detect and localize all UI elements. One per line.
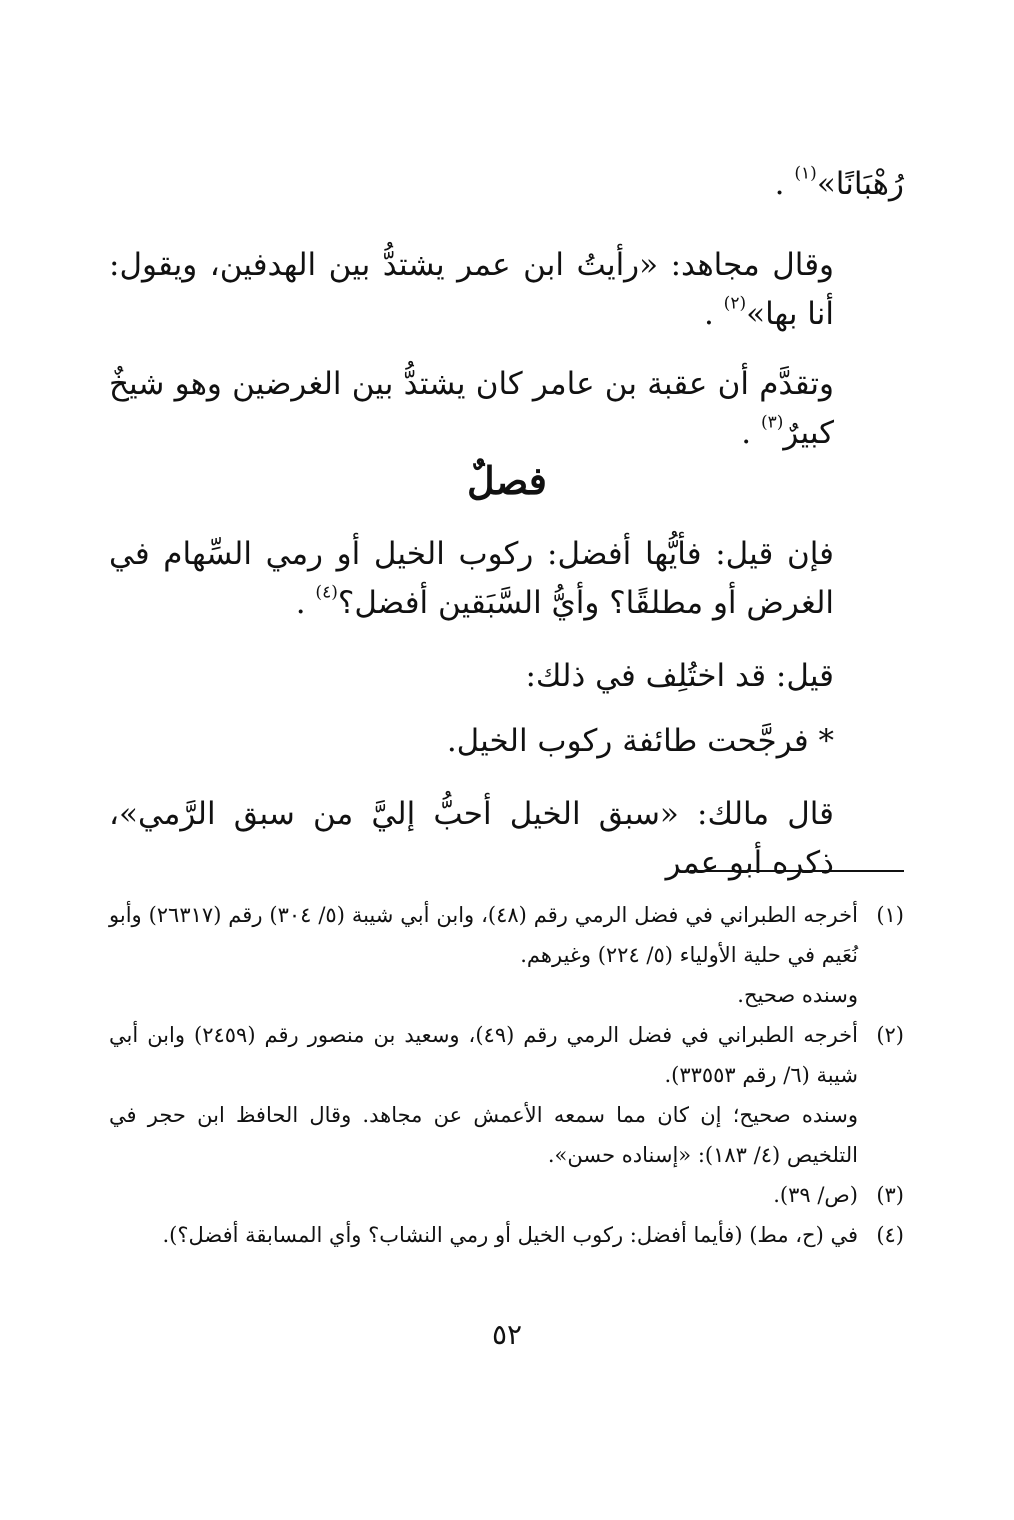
punctuation: .: [741, 415, 761, 451]
paragraph-uqba: [109, 360, 904, 458]
page-number: ٥٢: [491, 1318, 523, 1351]
footnote-ref-2[interactable]: (٢): [723, 293, 747, 314]
paragraph-text: وتقدَّم أن عقبة بن عامر كان يشتدُّ بين الغرضين وهو شيخٌ كبيرٌ: [109, 366, 834, 451]
footnote-text: أخرجه الطبراني في فضل الرمي رقم (٤٩)، وسعيد بن منصور رقم (٢٤٥٩) وابن أبي شيبة (٦/ رقم ٣٣٥٥٣).: [109, 1023, 858, 1087]
footnote-text: أخرجه الطبراني في فضل الرمي رقم (٤٨)، وابن أبي شيبة (٥/ ٣٠٤) رقم (٢٦٣١٧) وأبو نُعَيم في حلية الأولياء (٥/ ٢٢٤) وغيرهم.: [109, 903, 858, 967]
footnote-3: [109, 1175, 904, 1215]
paragraph-continuation: [109, 160, 904, 209]
section-heading: فصلٌ: [467, 458, 547, 503]
paragraph-question: [109, 530, 904, 628]
footnote-note: وسنده صحيح؛ إن كان مما سمعه الأعمش عن مجاهد. وقال الحافظ ابن حجر في التلخيص (٤/ ١٨٣): «إسناده حسن».: [109, 1103, 858, 1167]
footnote-ref-3[interactable]: (٣): [760, 412, 784, 433]
footnote-note: وسنده صحيح.: [737, 983, 858, 1007]
footnotes: [109, 895, 904, 1255]
footnote-text: (ص/ ٣٩).: [773, 1183, 858, 1207]
footnote-number: (٤): [876, 1223, 904, 1247]
paragraph-text: وقال مجاهد: «رأيتُ ابن عمر يشتدُّ بين الهدفين، ويقول: أنا بها»: [109, 247, 834, 332]
paragraph-text: رُهْبَانًا»: [816, 166, 904, 202]
paragraph-mujahid: [109, 241, 904, 339]
footnote-2: [109, 1015, 904, 1095]
footnote-ref-4[interactable]: (٤): [315, 582, 338, 603]
paragraph-text: فإن قيل: فأيُّها أفضل: ركوب الخيل أو رمي السِّهام في الغرض أو مطلقًا؟ وأيُّ السَّبَقين أفضل؟: [109, 536, 834, 621]
footnote-number: (٣): [876, 1183, 904, 1207]
footnote-separator: [690, 870, 904, 872]
footnote-number: (١): [876, 903, 904, 927]
paragraph-malik: قال مالك: «سبق الخيل أحبُّ إليَّ من سبق الرَّمي»، ذكره أبو عمر: [109, 796, 834, 881]
footnote-1: [109, 895, 904, 975]
punctuation: .: [774, 166, 795, 202]
footnote-ref-1[interactable]: (١): [794, 163, 817, 184]
punctuation: .: [295, 585, 316, 621]
footnote-text: في (ح، مط) (فأيما أفضل: ركوب الخيل أو رمي النشاب؟ وأي المسابقة أفضل؟).: [162, 1223, 858, 1247]
footnote-number: (٢): [876, 1023, 904, 1047]
footnote-4: [109, 1215, 904, 1255]
paragraph-answer: قيل: قد اختُلِف في ذلك:: [525, 658, 834, 694]
punctuation: .: [703, 296, 724, 332]
paragraph-bullet: * فرجَّحت طائفة ركوب الخيل.: [446, 723, 834, 759]
